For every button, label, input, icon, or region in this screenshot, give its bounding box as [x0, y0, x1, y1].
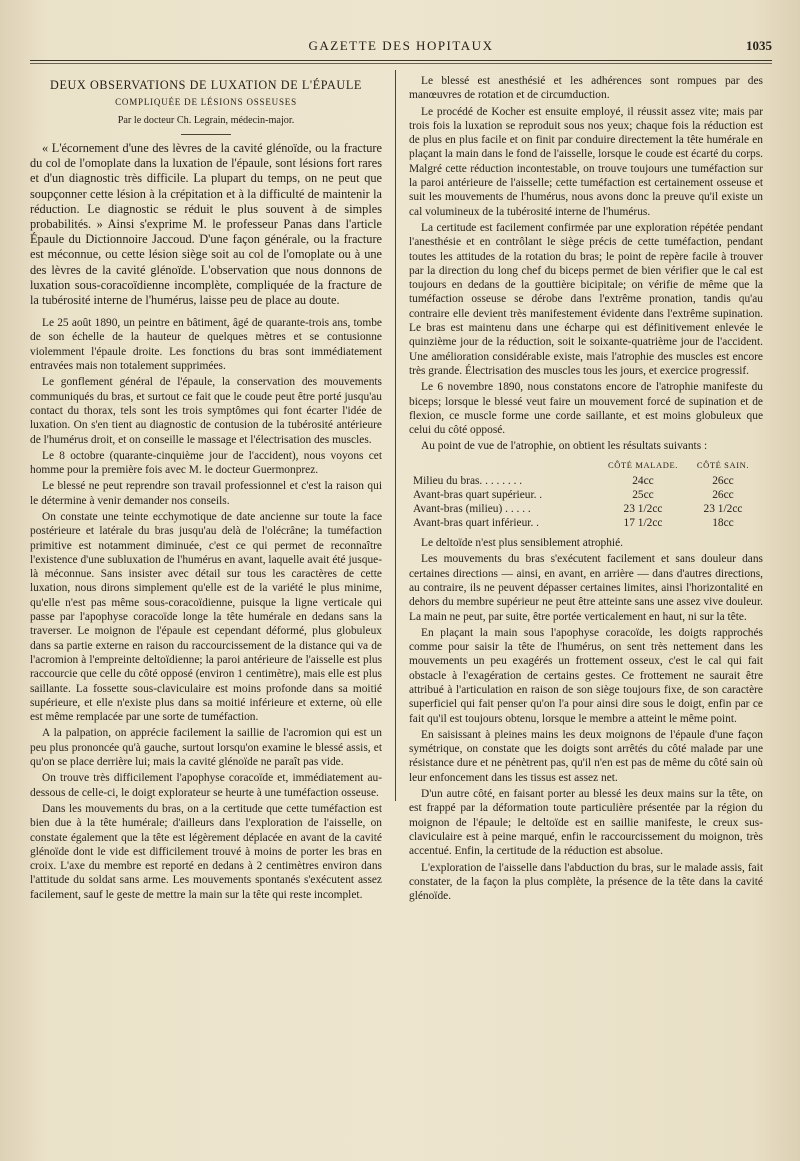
paragraph: D'un autre côté, en faisant porter au blessé les deux mains sur la tête, on est frappé par la déformation toute particulière présentée par la région du moignon de l'épaule; le deltoïde est en saillie manifeste, le creux sus-claviculaire est à peine marqué, enfin le raccourcissement du moignon, très accentué. Enfin, la certitude de la réduction est absolue. [409, 788, 763, 858]
row-label: Avant-bras quart supérieur. . [413, 489, 543, 502]
table-row [409, 474, 763, 488]
paragraph: Le gonflement général de l'épaule, la conservation des mouvements communiqués du bras, et surtout ce fait que le coude peut être porté jusqu'au contact du thorax, tels sont les trois symptômes qui font écarter l'idée de luxation. On s'en tient au diagnostic de contusion de la tubérosité antérieure de l'humérus droit, et on conseille le massage et l'électrisation des muscles. [30, 376, 382, 446]
paragraph: On trouve très difficilement l'apophyse coracoïde et, immédiatement au-dessous de celle-ci, le doigt explorateur se heurte à une tuméfaction osseuse. [30, 772, 382, 799]
paragraph: Le 6 novembre 1890, nous constatons encore de l'atrophie manifeste du biceps; lorsque le blessé veut faire un mouvement forcé de supination et de flexion, ce muscle forme une corde saillante, et est moins globuleux que celui du côté opposé. [409, 381, 763, 437]
column-divider [395, 70, 396, 801]
healthy-value: 26cc [712, 489, 734, 502]
header-rule-secondary [30, 63, 772, 64]
paragraph: A la palpation, on apprécie facilement la saillie de l'acromion qui est un peu plus prononcée qu'à gauche, surtout lorsqu'on examine le blessé assis, et qu'on se place derrière lui; mais la cavité glénoïde ne paraît pas vide. [30, 727, 382, 769]
page-header [30, 36, 772, 58]
paragraph: Le blessé est anesthésié et les adhérences sont rompues par des manœuvres de rotation et de circumduction. [409, 75, 763, 102]
table-row [409, 516, 763, 530]
healthy-value: 18cc [712, 517, 734, 530]
row-label: Avant-bras (milieu) . . . . . [413, 503, 531, 516]
table-row [409, 502, 763, 516]
healthy-value: 26cc [712, 475, 734, 488]
row-label: Milieu du bras. . . . . . . . [413, 475, 523, 488]
paragraph: L'exploration de l'aisselle dans l'abduction du bras, sur le malade assis, fait constater, de la façon la plus complète, la présence de la tête dans la cavité glénoïde. [409, 861, 763, 903]
paragraph: En saisissant à pleines mains les deux moignons de l'épaule d'une façon symétrique, on constate que les doigts sont arrêtés du côté malade par une résistance dure et ne pénètrent pas, qu'il n'en est pas de même du côté sain où leur enfoncement dans les tissus est assez net. [409, 728, 763, 784]
paragraph: Le blessé ne peut reprendre son travail professionnel et c'est la raison qui le détermine à venir demander nos conseils. [30, 480, 382, 507]
paragraph: « L'écornement d'une des lèvres de la cavité glénoïde, ou la fracture du col de l'omoplate dans la luxation de l'épaule, sont lésions fort rares et d'un diagnostic très difficile. La plupart du temps, on ne peut que soupçonner cette lésion à la crépitation et à la difficulté de maintenir la réduction. Le diagnostic se réduit le plus souvent à de simples probabilités. » Ainsi s'exprime M. le professeur Panas dans l'article Épaule du Dictionnoire Jaccoud. D'une façon générale, ou la fracture est méconnue, ou cette lésion siège soit au col de l'omoplate ou à une des lèvres de la cavité glénoïde. L'observation que nous donnons de luxation sous-coracoïdienne incomplète, compliquée de la fracture de la tubérosité interne de l'humérus, laisse peu de place au doute. [30, 140, 382, 307]
paragraph: Au point de vue de l'atrophie, on obtient les résultats suivants : [421, 440, 708, 453]
affected-value: 17 1/2cc [623, 517, 663, 530]
header-affected-side: CÔTÉ MALADE. [608, 459, 678, 470]
paragraph: Le 8 octobre (quarante-cinquième jour de l'accident), nous voyons cet homme pour la première fois avec M. le docteur Guermonprez. [30, 449, 382, 477]
paragraph: Les mouvements du bras s'exécutent facilement et sans douleur dans certaines directions — ainsi, en avant, en arrière — dans d'autres directions, au contraire, ils ne peuvent dépasser certaines limites, ainsi l'horizontalité en dehors du membre supérieur ne peut être atteinte sans une assez vive douleur. La main ne peut, par suite, être portée verticalement en haut, ni sur la tête. [409, 553, 763, 623]
header-rule [30, 60, 772, 61]
row-label: Avant-bras quart inférieur. . [413, 517, 539, 530]
byline-rule [181, 134, 231, 135]
article-byline: Par le docteur Ch. Legrain, médecin-major. [117, 114, 295, 126]
left-column [30, 74, 382, 1141]
paragraph: Le procédé de Kocher est ensuite employé, il réussit assez vite; mais par trois fois la luxation se reproduit sous nos yeux; chaque fois la réduction est de plus en plus facile et on finit par conduire directement la tête humérale en plaçant la main dans le fond de l'aisselle, lorsque le coude est écarté du corps. Malgré cette réduction incontestable, on trouve toujours une tuméfaction sur la paroi antérieure de l'aisselle; cette tuméfaction est certainement osseuse et suit les mouvements de l'humérus, nous avons donc la preuve qu'il existe un cal volumineux de la tubérosité interne de l'humérus. [409, 105, 763, 218]
right-column [409, 74, 763, 1141]
article-title: DEUX OBSERVATIONS DE LUXATION DE L'ÉPAULE [50, 78, 362, 92]
table-header-row [409, 458, 763, 474]
journal-title: GAZETTE DES HOPITAUX [308, 38, 494, 53]
affected-value: 25cc [632, 489, 654, 502]
affected-value: 24cc [632, 475, 654, 488]
affected-value: 23 1/2cc [623, 503, 663, 516]
healthy-value: 23 1/2cc [703, 503, 743, 516]
measurements-table [409, 458, 763, 530]
paragraph: En plaçant la main sous l'apophyse coracoïde, les doigts rapprochés comme pour saisir la tête de l'humérus, on sent très nettement dans les mouvements un peu exagérés un frottement osseux, c'est le cal qui fait obstacle à l'exagération de certains gestes. Ce frottement ne saurait être attribué à l'articulation en raison de son siège toujours fixe, de son caractère superficiel qui fait penser qu'on l'a pour ainsi dire sous le doigt, enfin par ce fait qu'il est toujours obtenu, lorsque le membre a atteint le même point. [409, 626, 763, 725]
paragraph: Le deltoïde n'est plus sensiblement atrophié. [421, 537, 623, 550]
header-healthy-side: CÔTÉ SAIN. [696, 459, 750, 470]
paragraph: Dans les mouvements du bras, on a la certitude que cette tuméfaction est bien due à la tête humérale; d'ailleurs dans l'exploration de l'aisselle, on constate également que la tête est légèrement déplacée en avant de la cavité glénoïde dont le vide est difficilement trouvé à moins de porter les bras en croix. L'axe du membre est reporté en dedans à 2 centimètres environ dans l'attitude du soldat sans arme. Les mouvements spontanés s'exécutent assez facilement, sauf le geste de mettre la main sur la tête qui reste incomplet. [30, 802, 382, 901]
paragraph: La certitude est facilement confirmée par une exploration répétée pendant l'anesthésie et en contrôlant le siège précis de cette tuméfaction, pendant toutes les attitudes de la rotation du bras; le point de repère facile à trouver par la direction du long chef du biceps permet de bien vérifier que le cal est toujours en dedans de la gouttière bicipitale; on vérifie de même que la tuméfaction osseuse se dérobe dans l'extrême pronation, tandis qu'au contraire elle devient très manifestement évidente dans l'extrême supination. Le bras est maintenu dans une écharpe qui est définitivement enlevée le quinzième jour de la réduction, soit le soixante-quatrième jour de l'accident. Une amélioration considérable existe, mais l'atrophie des muscles est encore très grande. Électrisation des muscles tous les jours, et exercice progressif. [409, 221, 763, 377]
table-row [409, 488, 763, 502]
article-subtitle: COMPLIQUÉE DE LÉSIONS OSSEUSES [115, 97, 297, 108]
paragraph: Le 25 août 1890, un peintre en bâtiment, âgé de quarante-trois ans, tombe de son échelle de la hauteur de quelques mètres et se contusionne violemment l'épaule droite. Les fonctions du bras sont immédiatement entravées mais non totalement supprimées. [30, 317, 382, 373]
paragraph: On constate une teinte ecchymotique de date ancienne sur toute la face postérieure et latérale du bras jusqu'au delà de l'olécrâne; la tuméfaction primitive est notamment diminuée, c'est ce qui permet de reconnaître l'existence d'une subluxation de l'humérus en avant, laquelle avait été jusque-là méconnue. Sans insister avec détail sur tous les caractères de cette luxation, nous dirons simplement qu'elle est de la variété le plus minime, qu'elle n'est pas même sous-coracoïdienne, puisque la ligne verticale qui passe par l'apophyse coracoïde longe la tête humérale en dedans sans la traverser. Le moignon de l'épaule est cependant déformé, plus globuleux dans sa partie externe en raison du raccourcissement de la distance qui va de l'acromion à l'empreinte deltoïdienne; la paroi antérieure de l'aisselle est plus raccourcie que celle du côté opposé (environ 1 centimètre), mais elle est plus saillante. La fossette sous-claviculaire est moins profonde dans sa moitié supérieure, et elle n'existe plus dans sa moitié inférieure et externe, où elle est même remplacée par une sorte de tuméfaction. [30, 510, 382, 724]
page-number: 1035 [746, 38, 772, 53]
header-spacer [409, 458, 603, 474]
